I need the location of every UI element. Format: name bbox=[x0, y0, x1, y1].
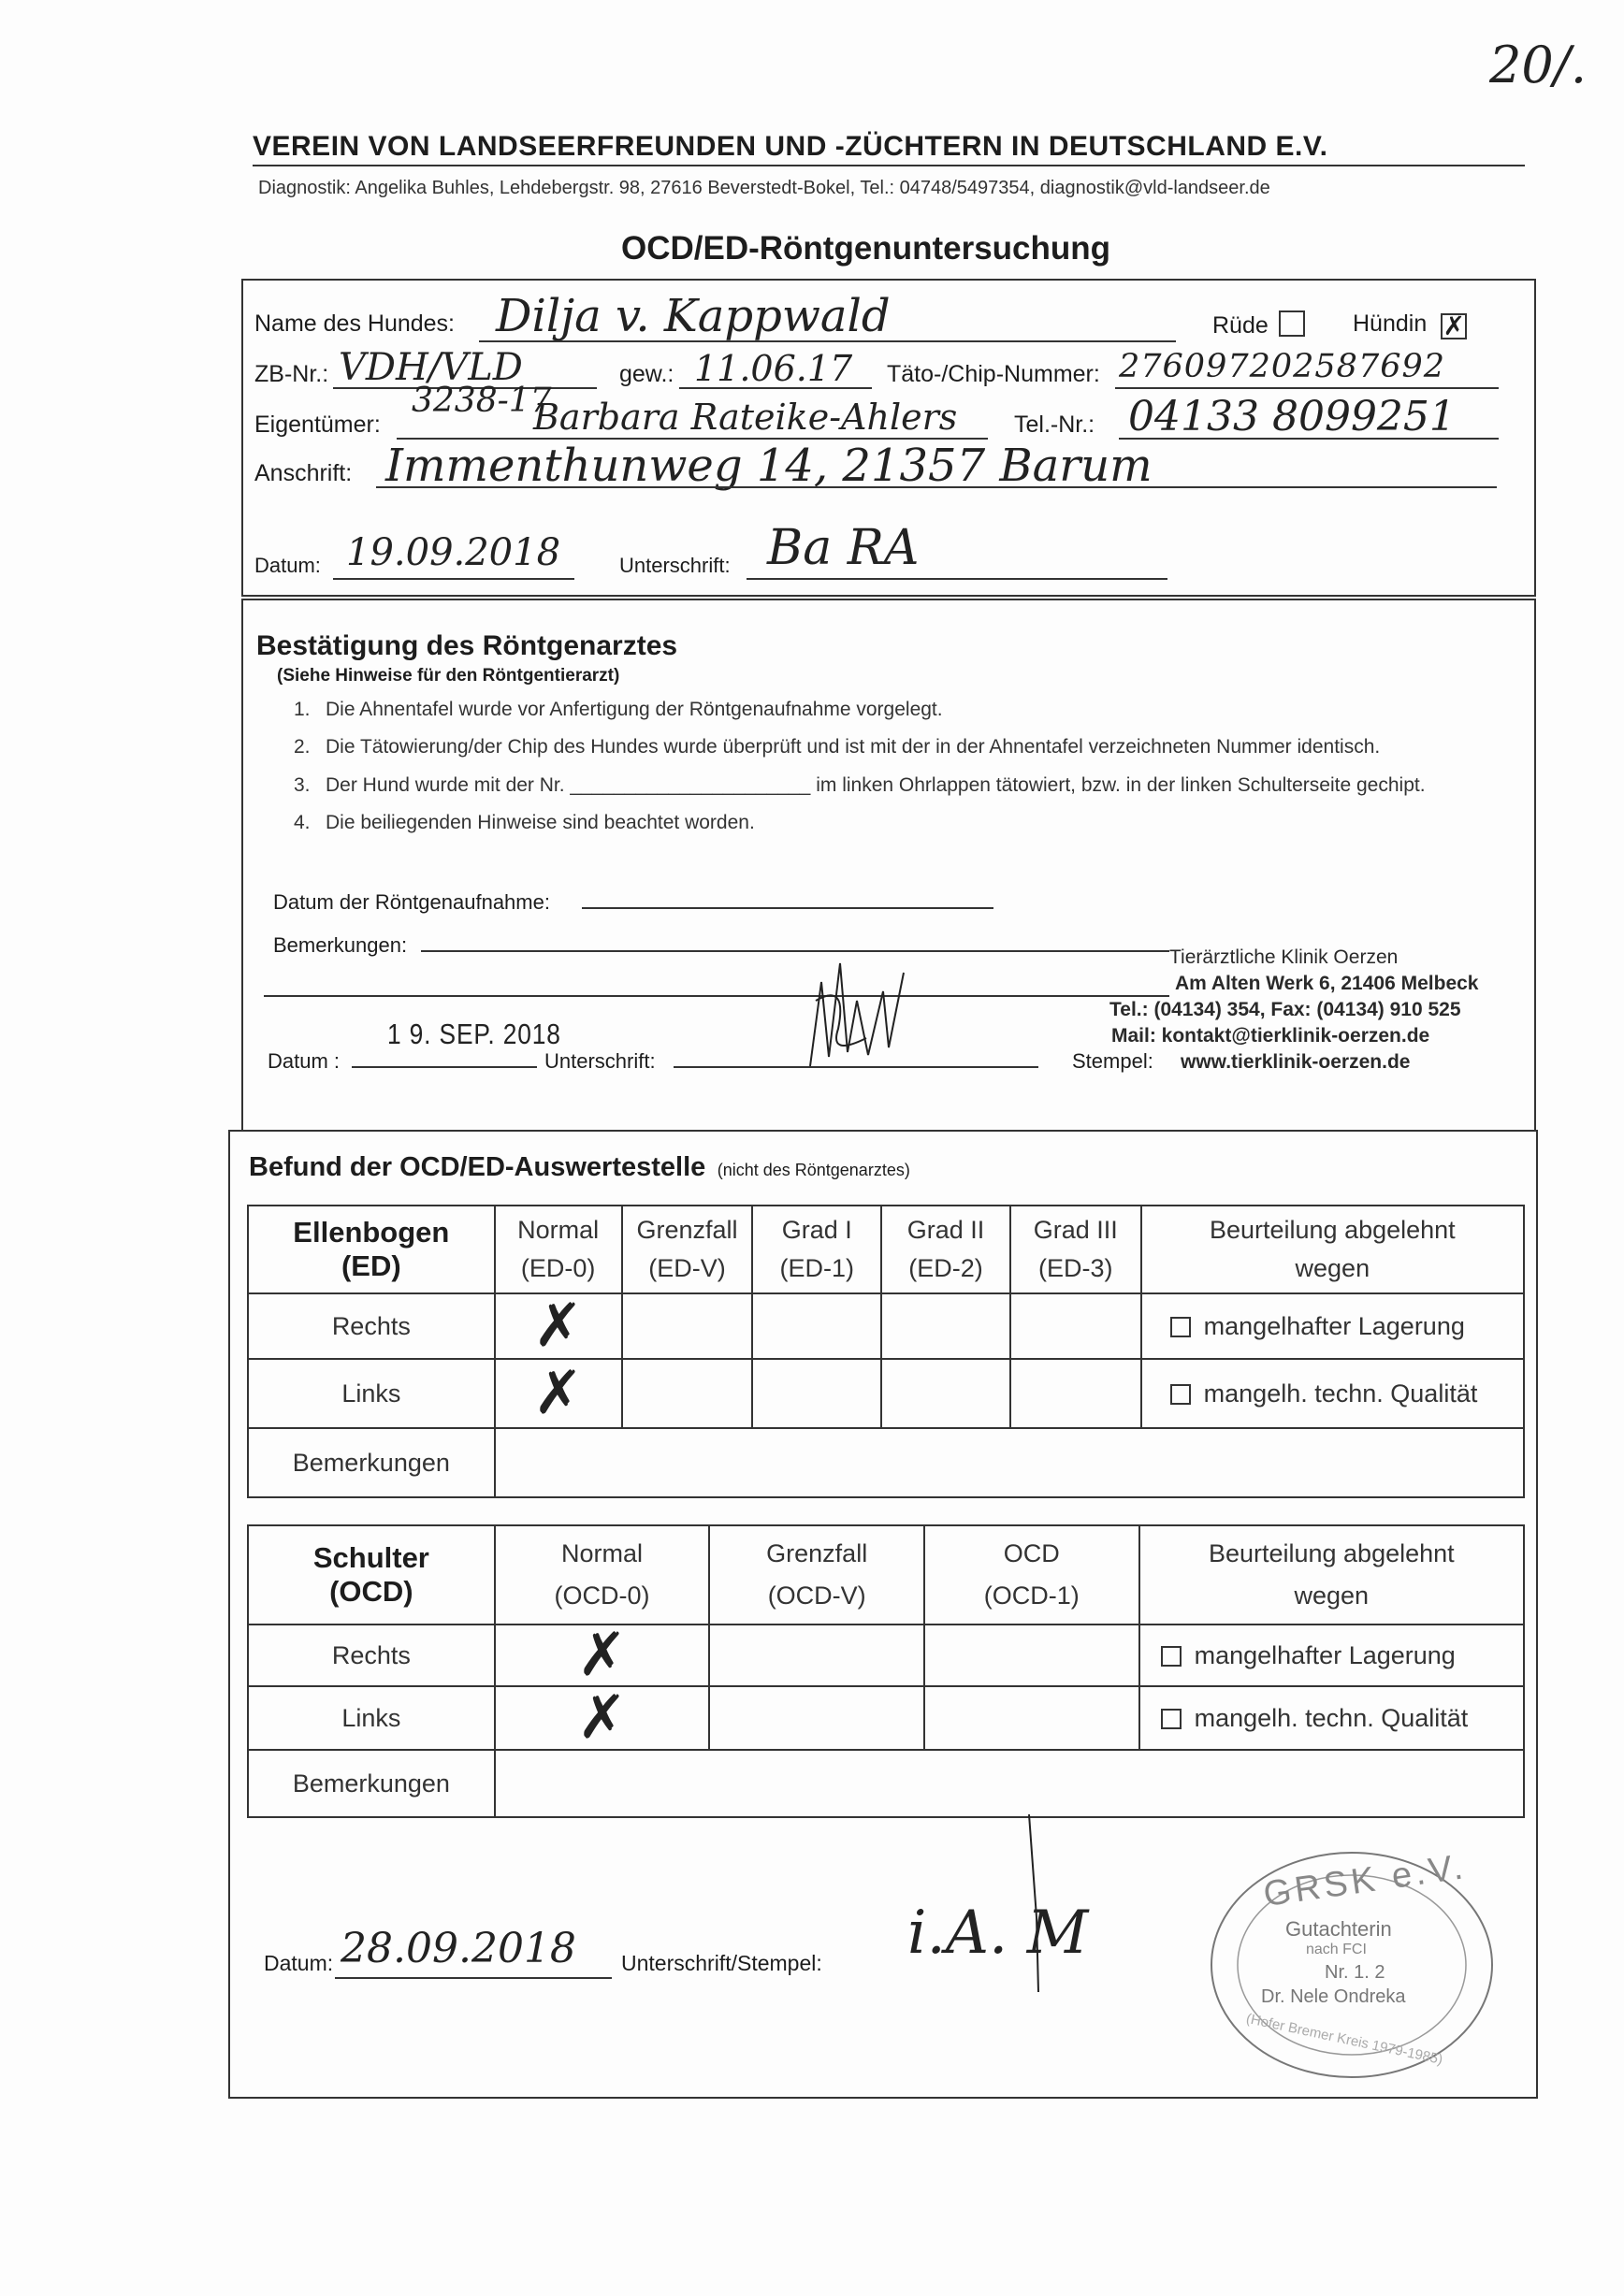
checklist-item bbox=[260, 773, 1476, 798]
owner-date-value: 19.09.2018 bbox=[346, 531, 561, 574]
normal-mark-cell bbox=[495, 1293, 622, 1359]
clinic-stamp-line4: Mail: kontakt@tierklinik-oerzen.de bbox=[1111, 1025, 1430, 1047]
owner-signature-label: Unterschrift: bbox=[619, 554, 731, 577]
seal-line4: Dr. Nele Ondreka bbox=[1261, 1986, 1406, 2007]
checklist-num: 4. bbox=[294, 811, 311, 833]
evaluator-signature-stroke bbox=[1010, 1814, 1066, 2001]
col-code: wegen bbox=[1295, 1254, 1370, 1282]
elbow-title-cell bbox=[248, 1206, 495, 1293]
col-label: Beurteilung abgelehnt bbox=[1209, 1216, 1456, 1244]
shoulder-header-row bbox=[248, 1525, 1524, 1625]
elbow-col-normal bbox=[495, 1206, 622, 1293]
vet-checklist bbox=[260, 698, 1476, 848]
col-label: Grenzfall bbox=[636, 1216, 738, 1244]
handwritten-cross-mark: ✗ bbox=[576, 1621, 628, 1690]
rejection-checkbox bbox=[1161, 1709, 1182, 1729]
xray-date-line bbox=[582, 907, 993, 909]
handwritten-cross-mark: ✗ bbox=[532, 1359, 584, 1428]
address-line bbox=[376, 486, 1497, 488]
rejection-reason: mangelh. techn. Qualität bbox=[1194, 1703, 1469, 1732]
vet-signature-scribble bbox=[782, 945, 922, 1076]
owner-value: Barbara Rateike-Ahlers bbox=[533, 397, 958, 438]
elbow-row-remarks bbox=[248, 1428, 1524, 1497]
elbow-table bbox=[247, 1205, 1525, 1498]
elbow-row-right bbox=[248, 1293, 1524, 1359]
checklist-item bbox=[260, 811, 1476, 835]
empty-cell bbox=[881, 1293, 1010, 1359]
row-label: Links bbox=[248, 1686, 495, 1750]
col-label: Normal bbox=[561, 1539, 644, 1567]
seal-line1: Gutachterin bbox=[1285, 1917, 1392, 1941]
elbow-title-code: (ED) bbox=[341, 1249, 401, 1282]
document-title: OCD/ED-Röntgenuntersuchung bbox=[621, 230, 1111, 267]
handwritten-cross-mark: ✗ bbox=[532, 1292, 584, 1361]
female-label: Hündin bbox=[1353, 310, 1428, 337]
clinic-stamp-line5: www.tierklinik-oerzen.de bbox=[1181, 1051, 1411, 1073]
remarks-cell bbox=[495, 1750, 1524, 1817]
owner-date-label: Datum: bbox=[254, 554, 321, 577]
male-checkbox bbox=[1279, 310, 1305, 337]
empty-cell bbox=[924, 1625, 1139, 1686]
checklist-num: 2. bbox=[294, 736, 311, 758]
shoulder-col-normal bbox=[495, 1525, 710, 1625]
vet-heading: Bestätigung des Röntgenarztes bbox=[256, 630, 678, 661]
evaluator-date-line bbox=[335, 1977, 612, 1979]
vet-signature-label: Unterschrift: bbox=[544, 1049, 656, 1073]
rejection-reason: mangelh. techn. Qualität bbox=[1203, 1379, 1478, 1408]
checklist-text: Die Tätowierung/der Chip des Hundes wurde überprüft und ist mit der in der Ahnentafel verzeichneten Nummer identisch. bbox=[326, 736, 1381, 758]
col-code: (ED-3) bbox=[1038, 1254, 1113, 1282]
header-rule bbox=[253, 165, 1525, 166]
rejection-checkbox bbox=[1170, 1384, 1191, 1405]
shoulder-col-ocd bbox=[924, 1525, 1139, 1625]
chip-line bbox=[1115, 387, 1499, 389]
vet-date-line bbox=[352, 1066, 537, 1068]
zb-label: ZB-Nr.: bbox=[254, 361, 329, 387]
address-value: Immenthunweg 14, 21357 Barum bbox=[385, 440, 1153, 492]
xray-date-label: Datum der Röntgenaufnahme: bbox=[273, 890, 550, 914]
clinic-stamp-line2: Am Alten Werk 6, 21406 Melbeck bbox=[1175, 973, 1479, 994]
female-checkbox-checked: ✗ bbox=[1441, 313, 1467, 339]
row-label: Rechts bbox=[248, 1625, 495, 1686]
shoulder-row-left bbox=[248, 1686, 1524, 1750]
vet-date-label: Datum : bbox=[268, 1049, 341, 1073]
checklist-num: 1. bbox=[294, 699, 311, 720]
female-option bbox=[1353, 310, 1467, 339]
vet-remarks-label: Bemerkungen: bbox=[273, 933, 408, 957]
male-label: Rüde bbox=[1212, 312, 1269, 339]
zb-value: VDH/VLD bbox=[339, 346, 523, 389]
rejection-cell bbox=[1141, 1359, 1524, 1428]
elbow-title: Ellenbogen bbox=[293, 1216, 450, 1249]
col-code: (OCD-0) bbox=[554, 1581, 650, 1610]
shoulder-row-remarks bbox=[248, 1750, 1524, 1817]
row-label: Bemerkungen bbox=[248, 1428, 495, 1497]
elbow-header-row bbox=[248, 1206, 1524, 1293]
clinic-stamp-line1: Tierärztliche Klinik Oerzen bbox=[1169, 946, 1399, 968]
vet-date-stamp: 1 9. SEP. 2018 bbox=[387, 1018, 561, 1050]
col-code: (ED-V) bbox=[648, 1254, 726, 1282]
evaluator-date-value: 28.09.2018 bbox=[341, 1925, 576, 1972]
elbow-col-grade3 bbox=[1010, 1206, 1141, 1293]
grsk-seal bbox=[1207, 1848, 1497, 2082]
normal-mark-cell bbox=[495, 1359, 622, 1428]
evaluator-date-label: Datum: bbox=[264, 1951, 334, 1975]
shoulder-title: Schulter bbox=[312, 1541, 429, 1574]
col-label: Grad II bbox=[906, 1216, 985, 1244]
col-code: (ED-1) bbox=[779, 1254, 855, 1282]
row-label: Bemerkungen bbox=[248, 1750, 495, 1817]
seal-ring-bottom: (Hofer Bremer Kreis 1979-1985) bbox=[1244, 2010, 1444, 2069]
col-code: (ED-0) bbox=[520, 1254, 596, 1282]
shoulder-col-borderline bbox=[709, 1525, 924, 1625]
col-label: Grenzfall bbox=[766, 1539, 868, 1567]
vet-stamp-label: Stempel: bbox=[1072, 1049, 1153, 1073]
dog-name-line bbox=[479, 340, 1176, 342]
rejection-checkbox bbox=[1170, 1317, 1191, 1337]
col-label: Grad I bbox=[781, 1216, 852, 1244]
seal-line2: nach FCI bbox=[1306, 1942, 1367, 1957]
col-label: Beurteilung abgelehnt bbox=[1208, 1539, 1455, 1567]
elbow-row-left bbox=[248, 1359, 1524, 1428]
vet-subheading: (Siehe Hinweise für den Röntgentierarzt) bbox=[277, 666, 620, 686]
birth-line bbox=[679, 387, 872, 389]
normal-mark-cell bbox=[495, 1683, 710, 1753]
phone-value: 04133 8099251 bbox=[1128, 393, 1456, 440]
owner-label: Eigentümer: bbox=[254, 412, 381, 438]
col-label: Normal bbox=[517, 1216, 600, 1244]
row-label: Links bbox=[248, 1359, 495, 1428]
evaluator-signature-value: i.A. M bbox=[907, 1899, 1089, 1968]
remarks-cell bbox=[495, 1428, 1524, 1497]
seal-line3: Nr. 1. 2 bbox=[1325, 1962, 1385, 1983]
birth-label: gew.: bbox=[619, 361, 674, 387]
checklist-num: 3. bbox=[294, 773, 311, 796]
shoulder-title-cell bbox=[248, 1525, 495, 1625]
evaluator-signature-label: Unterschrift/Stempel: bbox=[621, 1951, 822, 1975]
empty-cell bbox=[709, 1686, 924, 1750]
empty-cell bbox=[1010, 1359, 1141, 1428]
rejection-cell bbox=[1139, 1625, 1524, 1686]
rejection-checkbox bbox=[1161, 1646, 1182, 1667]
elbow-col-grade2 bbox=[881, 1206, 1010, 1293]
male-option bbox=[1212, 310, 1305, 339]
phone-line bbox=[1119, 438, 1499, 440]
owner-date-line bbox=[333, 578, 574, 580]
rejection-cell bbox=[1141, 1293, 1524, 1359]
findings-heading-note: (nicht des Röntgenarztes) bbox=[717, 1161, 910, 1179]
empty-cell bbox=[752, 1359, 881, 1428]
shoulder-table bbox=[247, 1524, 1525, 1818]
owner-signature-line bbox=[747, 578, 1167, 580]
empty-cell bbox=[622, 1293, 753, 1359]
birth-value: 11.06.17 bbox=[694, 348, 853, 389]
checklist-text: Der Hund wurde mit der Nr. ______________________ im linken Ohrlappen tätowiert, bzw. in der linken Schulterseite gechipt. bbox=[326, 773, 1426, 796]
dog-name-value: Dilja v. Kappwald bbox=[496, 290, 891, 342]
col-label: OCD bbox=[1003, 1539, 1060, 1567]
empty-cell bbox=[1010, 1293, 1141, 1359]
dog-name-label: Name des Hundes: bbox=[254, 310, 456, 337]
col-label: Grad III bbox=[1033, 1216, 1118, 1244]
chip-value: 276097202587692 bbox=[1119, 348, 1446, 385]
col-code: wegen bbox=[1294, 1581, 1370, 1610]
findings-heading bbox=[249, 1152, 910, 1183]
address-label: Anschrift: bbox=[254, 460, 353, 486]
checklist-text: Die beiliegenden Hinweise sind beachtet worden. bbox=[326, 811, 755, 833]
row-label: Rechts bbox=[248, 1293, 495, 1359]
findings-heading-text: Befund der OCD/ED-Auswertestelle bbox=[249, 1152, 706, 1182]
rejection-cell bbox=[1139, 1686, 1524, 1750]
shoulder-title-code: (OCD) bbox=[329, 1575, 413, 1608]
owner-signature-value: Ba RA bbox=[767, 520, 920, 576]
col-code: (OCD-1) bbox=[983, 1581, 1080, 1610]
vet-remarks-line-2 bbox=[264, 995, 1169, 997]
phone-label: Tel.-Nr.: bbox=[1014, 412, 1095, 438]
normal-mark-cell bbox=[495, 1621, 710, 1690]
elbow-col-borderline bbox=[622, 1206, 753, 1293]
rejection-reason: mangelhafter Lagerung bbox=[1194, 1640, 1456, 1669]
elbow-col-grade1 bbox=[752, 1206, 881, 1293]
shoulder-col-rejection bbox=[1139, 1525, 1524, 1625]
zb-value-second: 3238-17 bbox=[412, 382, 552, 420]
empty-cell bbox=[622, 1359, 753, 1428]
col-code: (ED-2) bbox=[908, 1254, 983, 1282]
elbow-col-rejection bbox=[1141, 1206, 1524, 1293]
checklist-item bbox=[260, 735, 1476, 759]
shoulder-row-right bbox=[248, 1625, 1524, 1686]
handwritten-cross-mark: ✗ bbox=[576, 1683, 628, 1753]
empty-cell bbox=[881, 1359, 1010, 1428]
rejection-reason: mangelhafter Lagerung bbox=[1203, 1311, 1465, 1340]
seal-ring-top: GRSK e.V. bbox=[1261, 1847, 1470, 1914]
checklist-text: Die Ahnentafel wurde vor Anfertigung der Röntgenaufnahme vorgelegt. bbox=[326, 699, 943, 720]
empty-cell bbox=[752, 1293, 881, 1359]
checklist-item bbox=[260, 698, 1476, 722]
clinic-stamp-line3: Tel.: (04134) 354, Fax: (04134) 910 525 bbox=[1109, 999, 1461, 1020]
association-title: VEREIN VON LANDSEERFREUNDEN UND -ZÜCHTERN IN DEUTSCHLAND E.V. bbox=[253, 131, 1328, 162]
empty-cell bbox=[924, 1686, 1139, 1750]
contact-line: Diagnostik: Angelika Buhles, Lehdebergstr. 98, 27616 Beverstedt-Bokel, Tel.: 04748/5497354, diagnostik@vld-landseer.de bbox=[258, 178, 1270, 198]
col-code: (OCD-V) bbox=[767, 1581, 866, 1610]
empty-cell bbox=[709, 1625, 924, 1686]
chip-label: Täto-/Chip-Nummer: bbox=[887, 361, 1100, 387]
page-number-mark: 20/. bbox=[1489, 36, 1588, 94]
